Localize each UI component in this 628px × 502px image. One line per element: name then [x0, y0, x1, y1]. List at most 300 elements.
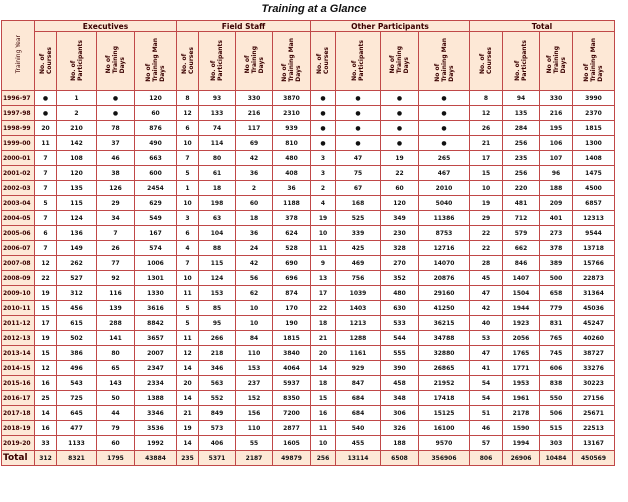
value-cell: 810 — [273, 136, 311, 151]
value-cell: 96 — [540, 166, 573, 181]
value-cell: 10484 — [540, 451, 573, 466]
value-cell: 22 — [311, 301, 336, 316]
value-cell: 5 — [177, 316, 199, 331]
value-cell: 1403 — [336, 301, 381, 316]
value-cell: 1504 — [503, 286, 540, 301]
value-cell: 7 — [35, 151, 57, 166]
value-cell: 120 — [57, 166, 97, 181]
value-cell: ● — [419, 91, 470, 106]
value-cell: 47 — [470, 346, 503, 361]
value-cell: 328 — [381, 241, 419, 256]
value-cell: 1161 — [336, 346, 381, 361]
value-cell: 684 — [336, 406, 381, 421]
value-cell: 533 — [381, 316, 419, 331]
value-cell: 528 — [273, 241, 311, 256]
value-cell: 1133 — [57, 436, 97, 451]
value-cell: 555 — [381, 346, 419, 361]
value-cell: 645 — [57, 406, 97, 421]
value-cell: 49879 — [273, 451, 311, 466]
table-row — [2, 376, 615, 391]
value-cell: 5040 — [419, 196, 470, 211]
value-cell: 15 — [311, 391, 336, 406]
value-cell: 270 — [381, 256, 419, 271]
value-cell: 1815 — [573, 121, 615, 136]
year-cell: 2011-12 — [2, 316, 35, 331]
value-cell: 25 — [35, 391, 57, 406]
value-cell: 6508 — [381, 451, 419, 466]
value-cell: 22513 — [573, 421, 615, 436]
value-cell: 477 — [57, 421, 97, 436]
value-cell: 62 — [236, 286, 273, 301]
value-cell: 2370 — [573, 106, 615, 121]
value-cell: 21 — [470, 136, 503, 151]
value-cell: 15 — [470, 166, 503, 181]
value-cell: 30223 — [573, 376, 615, 391]
value-cell: 45036 — [573, 301, 615, 316]
value-cell: ● — [381, 91, 419, 106]
value-cell: 7 — [177, 256, 199, 271]
value-cell: 7 — [35, 241, 57, 256]
value-cell: 15766 — [573, 256, 615, 271]
value-cell: 135 — [503, 106, 540, 121]
value-cell: 425 — [336, 241, 381, 256]
value-cell: 14 — [177, 361, 199, 376]
year-cell: 2002-03 — [2, 181, 35, 196]
value-cell: 480 — [273, 151, 311, 166]
value-cell: 13718 — [573, 241, 615, 256]
table-row — [2, 196, 615, 211]
value-cell: 8 — [177, 91, 199, 106]
header-field-staff-training-days: No of Training Days — [236, 32, 273, 91]
year-cell: 2006-07 — [2, 241, 35, 256]
value-cell: 20876 — [419, 271, 470, 286]
value-cell: 9570 — [419, 436, 470, 451]
year-cell: 2017-18 — [2, 406, 35, 421]
value-cell: 3616 — [135, 301, 177, 316]
value-cell: 34788 — [419, 331, 470, 346]
group-other-participants: Other Participants — [311, 21, 470, 32]
group-field-staff: Field Staff — [177, 21, 311, 32]
value-cell: 846 — [503, 256, 540, 271]
value-cell: 33276 — [573, 361, 615, 376]
value-cell: 74 — [199, 121, 236, 136]
value-cell: 22 — [470, 241, 503, 256]
value-cell: 15125 — [419, 406, 470, 421]
value-cell: 929 — [336, 361, 381, 376]
value-cell: 54 — [470, 391, 503, 406]
header-other-participants-participants: No. of Participants — [336, 32, 381, 91]
value-cell: 5 — [177, 301, 199, 316]
value-cell: 469 — [336, 256, 381, 271]
value-cell: 1188 — [273, 196, 311, 211]
value-cell: 210 — [57, 121, 97, 136]
value-cell: 1953 — [503, 376, 540, 391]
value-cell: 36 — [236, 166, 273, 181]
value-cell: 312 — [57, 286, 97, 301]
value-cell: 8350 — [273, 391, 311, 406]
value-cell: 847 — [336, 376, 381, 391]
value-cell: 216 — [236, 106, 273, 121]
value-cell: 126 — [97, 181, 135, 196]
value-cell: ● — [419, 106, 470, 121]
header-other-participants-training-days: No of Training Days — [381, 32, 419, 91]
value-cell: 141 — [97, 331, 135, 346]
value-cell: 606 — [540, 361, 573, 376]
header-total-training-man-days: No of Training Man Days — [573, 32, 615, 91]
value-cell: 19 — [177, 421, 199, 436]
value-cell: 34 — [97, 211, 135, 226]
year-cell: 2007-08 — [2, 256, 35, 271]
value-cell: 28 — [470, 256, 503, 271]
value-cell: 20 — [35, 121, 57, 136]
value-cell: 51 — [470, 406, 503, 421]
value-cell: 1765 — [503, 346, 540, 361]
header-total-participants: No. of Participants — [503, 32, 540, 91]
value-cell: 330 — [540, 91, 573, 106]
value-cell: 19 — [381, 151, 419, 166]
value-cell: 198 — [199, 196, 236, 211]
value-cell: 60 — [135, 106, 177, 121]
table-row — [2, 151, 615, 166]
value-cell: 1815 — [273, 331, 311, 346]
value-cell: 25671 — [573, 406, 615, 421]
value-cell: 11386 — [419, 211, 470, 226]
value-cell: 256 — [311, 451, 336, 466]
value-cell: 838 — [540, 376, 573, 391]
year-cell: 2012-13 — [2, 331, 35, 346]
value-cell: 543 — [57, 376, 97, 391]
total-label: Total — [2, 451, 35, 466]
value-cell: 216 — [540, 106, 573, 121]
value-cell: 11 — [35, 136, 57, 151]
year-cell: 1998-99 — [2, 121, 35, 136]
value-cell: 1388 — [135, 391, 177, 406]
value-cell: 849 — [199, 406, 236, 421]
value-cell: 1301 — [135, 271, 177, 286]
value-cell: 7 — [35, 181, 57, 196]
value-cell: 3840 — [273, 346, 311, 361]
value-cell: 712 — [503, 211, 540, 226]
value-cell: 11 — [311, 421, 336, 436]
value-cell: 525 — [336, 211, 381, 226]
value-cell: 9 — [311, 256, 336, 271]
value-cell: 26906 — [503, 451, 540, 466]
table-row — [2, 241, 615, 256]
value-cell: 6 — [35, 226, 57, 241]
value-cell: 153 — [199, 286, 236, 301]
value-cell: 136 — [57, 226, 97, 241]
value-cell: 874 — [273, 286, 311, 301]
value-cell: 273 — [540, 226, 573, 241]
value-cell: 684 — [336, 391, 381, 406]
value-cell: 21 — [311, 331, 336, 346]
value-cell: 63 — [199, 211, 236, 226]
value-cell: 10 — [311, 226, 336, 241]
value-cell: 60 — [236, 196, 273, 211]
value-cell: 10 — [470, 181, 503, 196]
value-cell: 108 — [57, 151, 97, 166]
value-cell: 356906 — [419, 451, 470, 466]
value-cell: 3346 — [135, 406, 177, 421]
value-cell: ● — [336, 136, 381, 151]
value-cell: 2178 — [503, 406, 540, 421]
header-field-staff-training-man-days: No of Training Man Days — [273, 32, 311, 91]
value-cell: 2 — [236, 181, 273, 196]
value-cell: 36 — [236, 226, 273, 241]
value-cell: 346 — [199, 361, 236, 376]
value-cell: 1992 — [135, 436, 177, 451]
value-cell: 235 — [503, 151, 540, 166]
table-row — [2, 166, 615, 181]
value-cell: 600 — [135, 166, 177, 181]
value-cell: 506 — [540, 406, 573, 421]
value-cell: 8321 — [57, 451, 97, 466]
value-cell: ● — [311, 136, 336, 151]
value-cell: ● — [381, 121, 419, 136]
value-cell: 3990 — [573, 91, 615, 106]
value-cell: 47 — [336, 151, 381, 166]
value-cell: 33 — [35, 436, 57, 451]
header-field-staff-participants: No. of Participants — [199, 32, 236, 91]
value-cell: 107 — [540, 151, 573, 166]
value-cell: ● — [336, 121, 381, 136]
value-cell: 42 — [236, 256, 273, 271]
value-cell: 256 — [503, 136, 540, 151]
table-row — [2, 286, 615, 301]
value-cell: 69 — [236, 136, 273, 151]
year-cell: 2004-05 — [2, 211, 35, 226]
value-cell: 406 — [199, 436, 236, 451]
value-cell: ● — [419, 136, 470, 151]
value-cell: 779 — [540, 301, 573, 316]
year-cell: 2019-20 — [2, 436, 35, 451]
value-cell: 19 — [311, 211, 336, 226]
value-cell: 10 — [177, 196, 199, 211]
value-cell: 339 — [336, 226, 381, 241]
table-row — [2, 226, 615, 241]
value-cell: 42 — [236, 151, 273, 166]
table-row — [2, 391, 615, 406]
value-cell: 93 — [199, 91, 236, 106]
table-row — [2, 346, 615, 361]
table-row — [2, 211, 615, 226]
value-cell: 2310 — [273, 106, 311, 121]
value-cell: 1475 — [573, 166, 615, 181]
value-cell: 235 — [177, 451, 199, 466]
value-cell: 2877 — [273, 421, 311, 436]
value-cell: 80 — [97, 346, 135, 361]
value-cell: 696 — [273, 271, 311, 286]
value-cell: 106 — [540, 136, 573, 151]
value-cell: 386 — [57, 346, 97, 361]
value-cell: 6857 — [573, 196, 615, 211]
header-field-staff-courses: No. of Courses — [177, 32, 199, 91]
table-row — [2, 136, 615, 151]
value-cell: 3657 — [135, 331, 177, 346]
value-cell: 458 — [381, 376, 419, 391]
table-row — [2, 301, 615, 316]
value-cell: 5937 — [273, 376, 311, 391]
value-cell: 3870 — [273, 91, 311, 106]
value-cell: 2010 — [419, 181, 470, 196]
value-cell: 18 — [199, 181, 236, 196]
value-cell: 54 — [470, 376, 503, 391]
value-cell: 1408 — [573, 151, 615, 166]
value-cell: 4 — [177, 241, 199, 256]
value-cell: 21952 — [419, 376, 470, 391]
table-row — [2, 421, 615, 436]
value-cell: 27156 — [573, 391, 615, 406]
value-cell: 61 — [199, 166, 236, 181]
value-cell: 765 — [540, 331, 573, 346]
value-cell: 17 — [470, 151, 503, 166]
value-cell: 876 — [135, 121, 177, 136]
value-cell: 56 — [236, 271, 273, 286]
value-cell: 218 — [199, 346, 236, 361]
value-cell: 550 — [540, 391, 573, 406]
value-cell: 4 — [311, 196, 336, 211]
value-cell: 745 — [540, 346, 573, 361]
value-cell: 29 — [97, 196, 135, 211]
value-cell: 190 — [273, 316, 311, 331]
value-cell: 124 — [199, 271, 236, 286]
value-cell: 5 — [177, 166, 199, 181]
value-cell: 10 — [177, 136, 199, 151]
value-cell: 2056 — [503, 331, 540, 346]
value-cell: 29160 — [419, 286, 470, 301]
value-cell: 139 — [97, 301, 135, 316]
value-cell: 663 — [135, 151, 177, 166]
value-cell: 401 — [540, 211, 573, 226]
value-cell: 1771 — [503, 361, 540, 376]
value-cell: 1039 — [336, 286, 381, 301]
group-total: Total — [470, 21, 615, 32]
value-cell: 573 — [199, 421, 236, 436]
value-cell: 6 — [177, 121, 199, 136]
value-cell: 16100 — [419, 421, 470, 436]
value-cell: 349 — [381, 211, 419, 226]
table-row — [2, 331, 615, 346]
value-cell: 15 — [35, 346, 57, 361]
value-cell: 135 — [57, 181, 97, 196]
value-cell: 939 — [273, 121, 311, 136]
value-cell: 50 — [97, 391, 135, 406]
value-cell: 502 — [57, 331, 97, 346]
value-cell: 9544 — [573, 226, 615, 241]
group-header-row — [2, 21, 615, 32]
value-cell: 7 — [35, 166, 57, 181]
value-cell: 41 — [470, 361, 503, 376]
value-cell: 2007 — [135, 346, 177, 361]
value-cell: 515 — [540, 421, 573, 436]
value-cell: 60 — [97, 436, 135, 451]
table-row — [2, 361, 615, 376]
table-row — [2, 181, 615, 196]
year-cell: 2010-11 — [2, 301, 35, 316]
value-cell: 389 — [540, 256, 573, 271]
value-cell: ● — [336, 106, 381, 121]
value-cell: 540 — [336, 421, 381, 436]
value-cell: 10 — [236, 316, 273, 331]
value-cell: 527 — [57, 271, 97, 286]
group-executives: Executives — [35, 21, 177, 32]
value-cell: 1300 — [573, 136, 615, 151]
value-cell: 1006 — [135, 256, 177, 271]
value-cell: 114 — [199, 136, 236, 151]
value-cell: 284 — [503, 121, 540, 136]
value-cell: 38727 — [573, 346, 615, 361]
value-cell: 12716 — [419, 241, 470, 256]
value-cell: 579 — [503, 226, 540, 241]
value-cell: ● — [381, 136, 419, 151]
value-cell: 40 — [470, 316, 503, 331]
value-cell: 756 — [336, 271, 381, 286]
value-cell: 53 — [470, 331, 503, 346]
value-cell: 16 — [35, 421, 57, 436]
value-cell: 450569 — [573, 451, 615, 466]
value-cell: 13 — [311, 271, 336, 286]
table-row — [2, 406, 615, 421]
value-cell: 3 — [177, 211, 199, 226]
value-cell: 467 — [419, 166, 470, 181]
value-cell: 120 — [135, 91, 177, 106]
value-cell: 21 — [177, 406, 199, 421]
table-body — [2, 91, 615, 466]
value-cell: 22 — [470, 226, 503, 241]
value-cell: 26865 — [419, 361, 470, 376]
value-cell: ● — [311, 121, 336, 136]
value-cell: 117 — [236, 121, 273, 136]
value-cell: 16 — [35, 376, 57, 391]
value-cell: 2187 — [236, 451, 273, 466]
value-cell: 12 — [177, 346, 199, 361]
value-cell: 8842 — [135, 316, 177, 331]
table-row — [2, 256, 615, 271]
value-cell: 67 — [336, 181, 381, 196]
value-cell: 256 — [503, 166, 540, 181]
value-cell: 2 — [57, 106, 97, 121]
value-cell: 167 — [135, 226, 177, 241]
value-cell: 480 — [381, 286, 419, 301]
value-cell: 7 — [177, 151, 199, 166]
value-cell: 14070 — [419, 256, 470, 271]
value-cell: 11 — [311, 241, 336, 256]
value-cell: 29 — [470, 211, 503, 226]
value-cell: 24 — [236, 241, 273, 256]
year-cell: 2008-09 — [2, 271, 35, 286]
value-cell: 352 — [381, 271, 419, 286]
value-cell: 195 — [540, 121, 573, 136]
value-cell: 42 — [470, 301, 503, 316]
year-cell: 2003-04 — [2, 196, 35, 211]
value-cell: 4500 — [573, 181, 615, 196]
value-cell: 38 — [97, 166, 135, 181]
header-executives-courses: No. of Courses — [35, 32, 57, 91]
value-cell: 149 — [57, 241, 97, 256]
value-cell: 104 — [199, 226, 236, 241]
value-cell: 615 — [57, 316, 97, 331]
value-cell: 312 — [35, 451, 57, 466]
value-cell: 496 — [57, 361, 97, 376]
value-cell: 17 — [35, 316, 57, 331]
value-cell: 1994 — [503, 436, 540, 451]
value-cell: ● — [419, 121, 470, 136]
value-cell: 79 — [97, 421, 135, 436]
value-cell: 456 — [57, 301, 97, 316]
value-cell: 1961 — [503, 391, 540, 406]
value-cell: 26 — [97, 241, 135, 256]
value-cell: 7 — [35, 211, 57, 226]
